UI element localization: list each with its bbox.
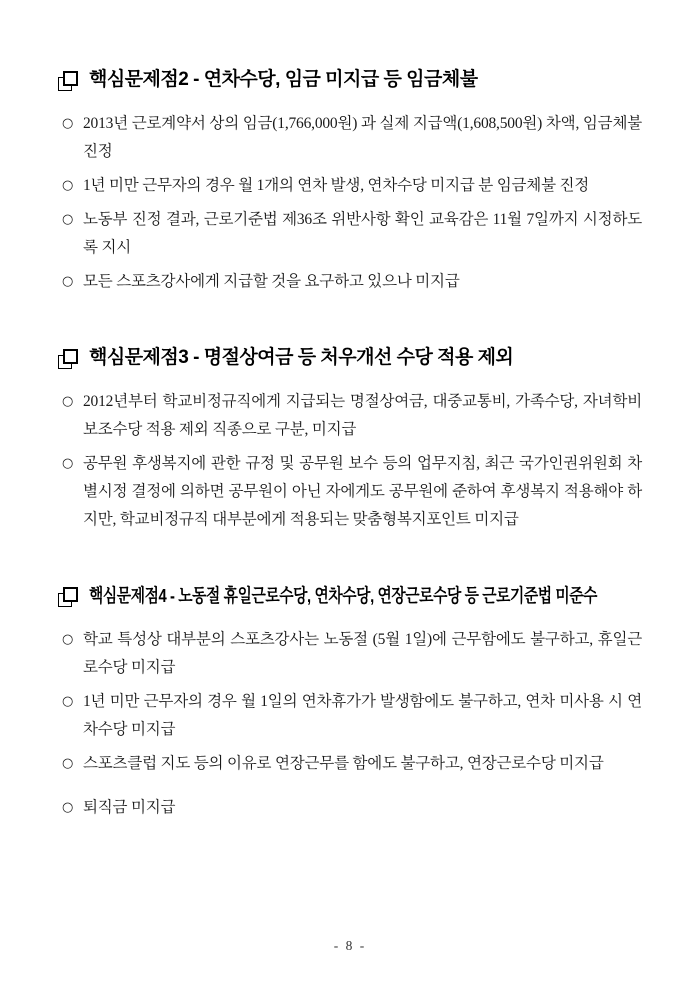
checkbox-square-icon [62,72,78,88]
section-problem-2 [62,66,642,296]
bullet-item [62,268,642,296]
circle-bullet-icon: ○ [62,178,74,193]
bullet-item [62,794,642,822]
circle-bullet-icon: ○ [62,394,74,409]
page-number: - 8 - [333,938,367,953]
circle-bullet-icon: ○ [62,800,74,815]
bullet-item [62,688,642,744]
bullet-item [62,110,642,166]
bullet-text: 노동부 진정 결과, 근로기준법 제36조 위반사항 확인 교육감은 11월 7일까지 시정하도록 지시 [83,211,642,256]
bullet-item [62,626,642,682]
bullet-text: 1년 미만 근무자의 경우 월 1일의 연차휴가가 발생함에도 불구하고, 연차 미사용 시 연차수당 미지급 [83,693,642,738]
bullet-text: 학교 특성상 대부분의 스포츠강사는 노동절 (5월 1일)에 근무함에도 불구하고, 휴일근로수당 미지급 [83,631,642,676]
section-heading [62,344,642,371]
bullet-text: 2013년 근로계약서 상의 임금(1,766,000원) 과 실제 지급액(1,608,500원) 차액, 임금체불 진정 [83,115,642,160]
circle-bullet-icon: ○ [62,756,74,771]
checkbox-square-icon [62,588,78,604]
checkbox-square-icon [62,350,78,366]
section-heading-text: 핵심문제점3 - 명절상여금 등 처우개선 수당 적용 제외 [89,347,514,368]
bullet-text: 2012년부터 학교비정규직에게 지급되는 명절상여금, 대중교통비, 가족수당, 자녀학비보조수당 적용 제외 직종으로 구분, 미지급 [83,393,642,438]
circle-bullet-icon: ○ [62,274,74,289]
bullet-item [62,388,642,444]
circle-bullet-icon: ○ [62,212,74,227]
bullet-text: 공무원 후생복지에 관한 규정 및 공무원 보수 등의 업무지침, 최근 국가인권위원회 차별시정 결정에 의하면 공무원이 아닌 자에게도 공무원에 준하여 후생복지 적용해야 하지만, 학교비정규직 대부분에게 적용되는 맞춤형복지포인트 미지급 [83,455,642,528]
bullet-text: 퇴직금 미지급 [83,799,176,816]
bullet-item [62,172,642,200]
bullet-item [62,450,642,534]
circle-bullet-icon: ○ [62,694,74,709]
section-heading-text: 핵심문제점2 - 연차수당, 임금 미지급 등 임금체불 [89,69,478,90]
section-heading-text: 핵심문제점4 - 노동절 휴일근로수당, 연차수당, 연장근로수당 등 근로기준법 미준수 [89,585,598,606]
bullet-item [62,750,642,778]
bullet-text: 모든 스포츠강사에게 지급할 것을 요구하고 있으나 미지급 [83,273,460,290]
bullet-text: 스포츠클럽 지도 등의 이유로 연장근무를 함에도 불구하고, 연장근로수당 미지급 [83,755,604,772]
section-heading [62,582,642,609]
bullet-item [62,206,642,262]
circle-bullet-icon: ○ [62,632,74,647]
circle-bullet-icon: ○ [62,116,74,131]
circle-bullet-icon: ○ [62,456,74,471]
bullet-text: 1년 미만 근무자의 경우 월 1개의 연차 발생, 연차수당 미지급 분 임금체불 진정 [83,177,590,194]
section-problem-4 [62,582,642,822]
section-problem-3 [62,344,642,534]
document-body [62,66,642,870]
section-heading [62,66,642,93]
